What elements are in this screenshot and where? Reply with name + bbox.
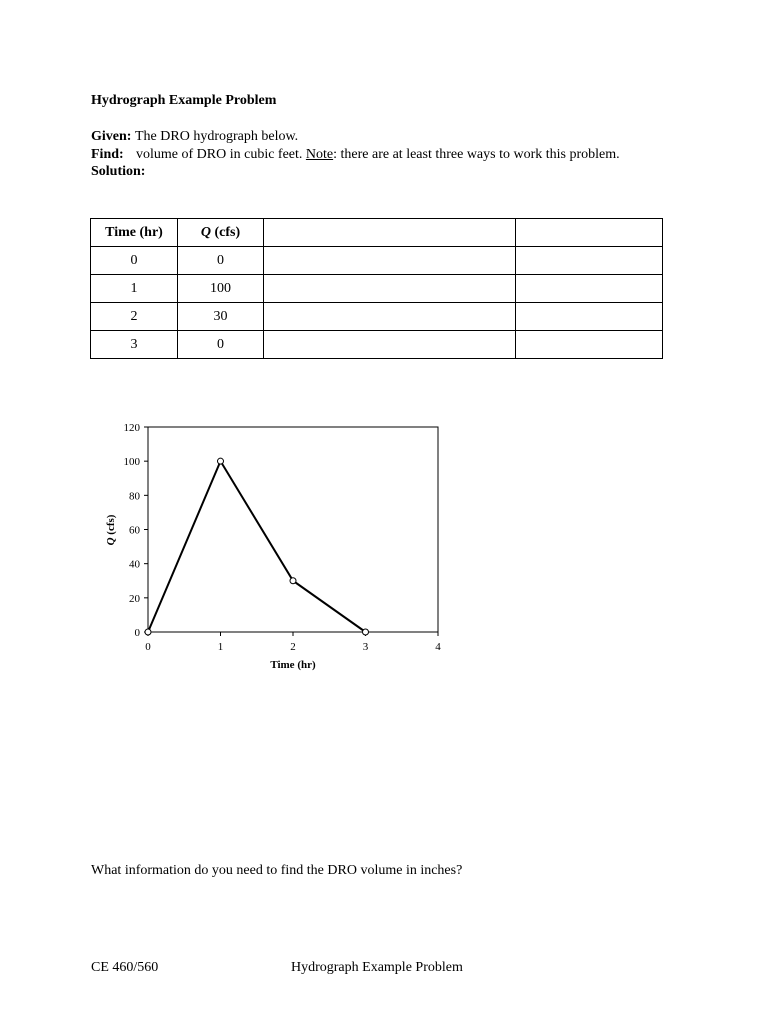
cell-blank <box>264 247 516 275</box>
x-tick-label: 3 <box>362 641 369 653</box>
y-axis-ticks <box>124 422 149 639</box>
footer-course: CE 460/560 <box>91 960 159 975</box>
cell-blank <box>516 247 663 275</box>
cell-blank <box>264 303 516 331</box>
x-tick-label: 1 <box>217 641 224 653</box>
data-point-marker <box>218 458 224 464</box>
x-tick-label: 2 <box>290 641 296 653</box>
cell-q: 0 <box>178 247 264 275</box>
table-row <box>91 331 663 359</box>
y-tick-label: 100 <box>123 456 140 469</box>
cell-q: 100 <box>178 275 264 303</box>
cell-blank <box>264 275 516 303</box>
cell-q: 0 <box>178 331 264 359</box>
find-label: Find: <box>91 147 124 162</box>
cell-q: 30 <box>178 303 264 331</box>
cell-blank <box>264 331 516 359</box>
data-point-marker <box>290 578 296 584</box>
cell-blank <box>516 303 663 331</box>
y-tick-label: 0 <box>134 627 140 639</box>
cell-time: 0 <box>91 247 178 275</box>
y-axis-label <box>105 514 117 545</box>
data-point-marker <box>145 629 151 635</box>
y-tick-label: 20 <box>129 592 140 605</box>
x-tick-label: 4 <box>435 641 441 653</box>
series-line <box>148 461 366 632</box>
note-word: Note <box>305 147 334 162</box>
document-title: Hydrograph Example Problem <box>91 93 277 108</box>
table-row <box>91 247 663 275</box>
cell-blank <box>516 331 663 359</box>
header-q-symbol: Q <box>200 224 211 240</box>
y-axis-label-unit: (cfs) <box>105 514 117 538</box>
table-header-row <box>91 219 663 247</box>
header-time: Time (hr) <box>91 219 178 247</box>
x-tick-label: 0 <box>145 641 151 653</box>
cell-time: 3 <box>91 331 178 359</box>
x-axis-label: Time (hr) <box>270 659 316 671</box>
header-q <box>178 219 264 247</box>
cell-time: 1 <box>91 275 178 303</box>
y-tick-label: 80 <box>129 490 140 503</box>
given-line <box>91 129 298 145</box>
given-label: Given: <box>91 129 132 144</box>
cell-time: 2 <box>91 303 178 331</box>
y-axis-label-symbol: Q <box>105 537 117 546</box>
data-table <box>90 218 663 359</box>
x-axis-ticks <box>145 632 441 653</box>
given-text: The DRO hydrograph below. <box>135 129 299 144</box>
question-text: What information do you need to find the DRO volume in inches? <box>91 863 463 878</box>
header-blank-1 <box>264 219 516 247</box>
y-tick-label: 60 <box>129 524 140 537</box>
y-tick-label: 120 <box>123 422 140 434</box>
header-q-unit: (cfs) <box>210 224 241 240</box>
footer-title: Hydrograph Example Problem <box>291 960 463 975</box>
solution-label: Solution: <box>91 164 146 179</box>
find-text: volume of DRO in cubic feet. <box>136 147 306 162</box>
header-blank-2 <box>516 219 663 247</box>
find-line <box>91 147 620 163</box>
cell-blank <box>516 275 663 303</box>
series-markers <box>145 458 369 635</box>
y-tick-label: 40 <box>129 558 140 571</box>
hydrograph-chart <box>90 415 460 680</box>
find-text-after: : there are at least three ways to work this problem. <box>333 147 620 162</box>
table-row <box>91 275 663 303</box>
table-row <box>91 303 663 331</box>
data-point-marker <box>363 629 369 635</box>
